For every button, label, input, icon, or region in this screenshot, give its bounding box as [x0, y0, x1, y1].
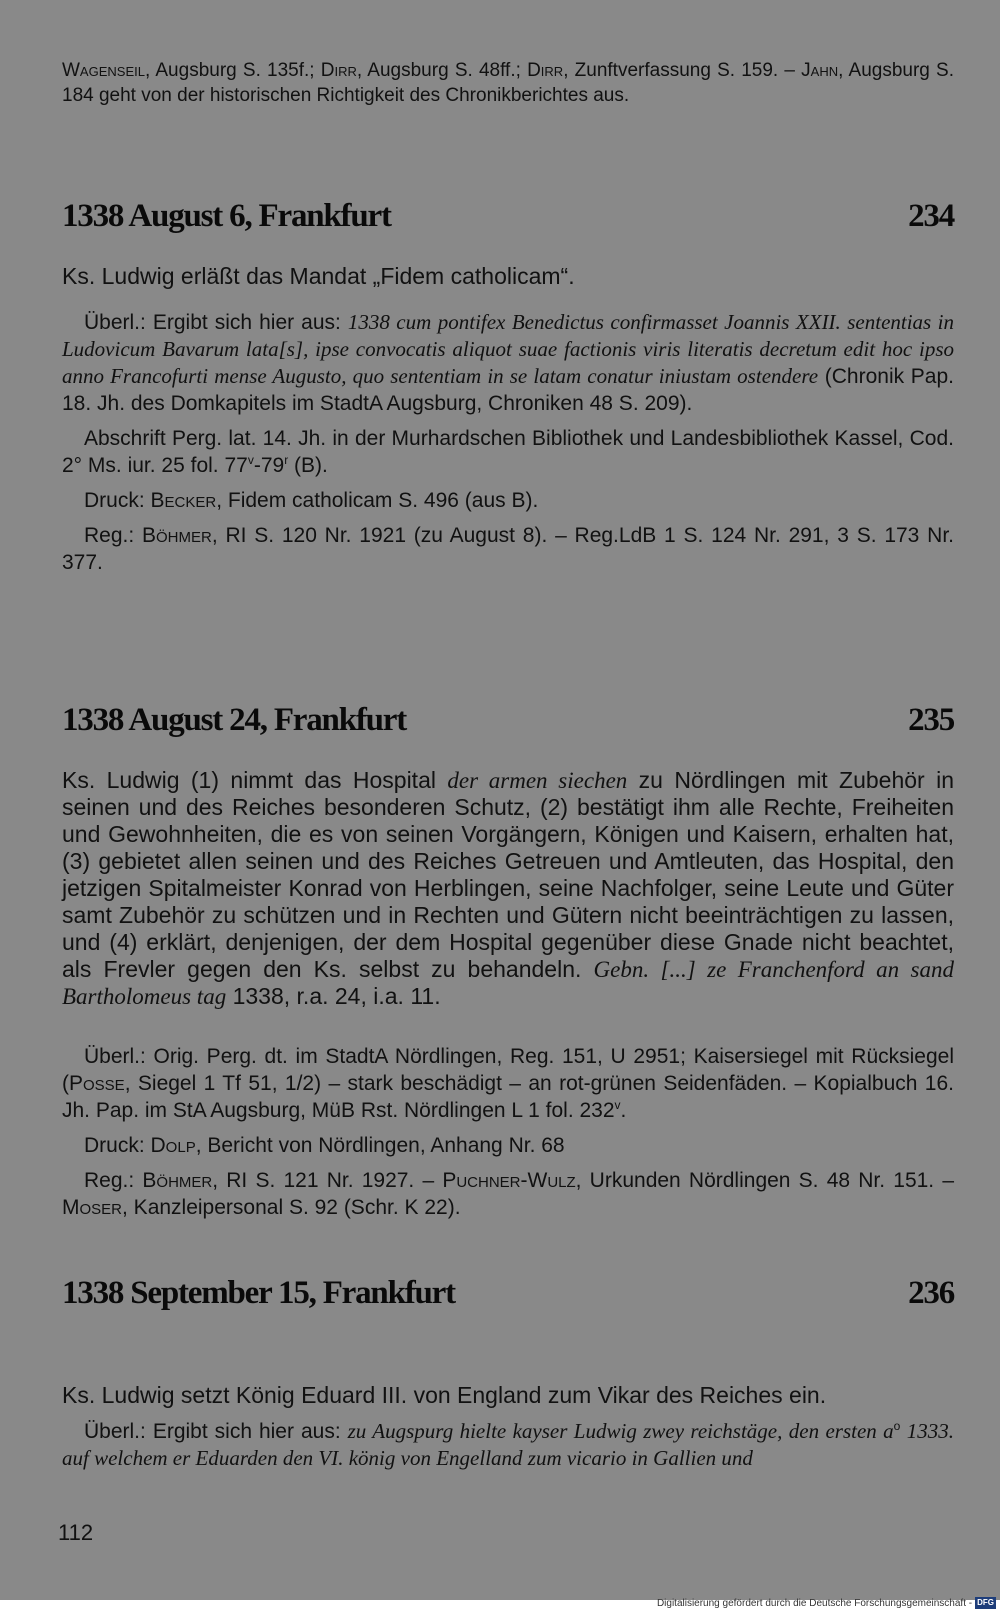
entry-date: 1338 August 6, Frankfurt [62, 198, 391, 234]
entry-summary [62, 263, 954, 290]
entry-notes [62, 1043, 954, 1221]
transmission-paragraph: Überl.: Ergibt sich hier aus: 1338 cum pontifex Benedictus confirmasset Joannis XXII. sententias in Ludovicum Bavarum lata[s], ipse convocatis aliquot suae factionis viris literatis decretum edit hoc ipso anno Francofurti mense Augusto, quo sententiam in se latam conatur iniustam ostendere (Chronik Pap. 18. Jh. des Domkapitels im StadtA Augsburg, Chroniken 48 S. 209). [62, 310, 955, 415]
entry-summary [62, 767, 954, 1010]
entry-heading [62, 1275, 954, 1315]
entry-notes [62, 309, 954, 576]
copy-paragraph: Abschrift Perg. lat. 14. Jh. in der Murhardschen Bibliothek und Landesbibliothek Kassel, Cod. 2° Ms. iur. 25 fol. 77$^v$-79$^r$ (B). [62, 427, 954, 477]
register-paragraph: Reg.: Böhmer, RI S. 121 Nr. 1927. – Puchner-Wulz, Urkunden Nördlingen S. 48 Nr. 151. – Moser, Kanzleipersonal S. 92 (Schr. K 22). [62, 1169, 955, 1219]
entry-number: 234 [908, 198, 954, 234]
entry-notes [62, 1418, 954, 1472]
summary-text: Ks. Ludwig erläßt das Mandat „Fidem catholicam“. [62, 263, 575, 289]
entry-number: 235 [908, 702, 954, 738]
print-paragraph: Druck: Becker, Fidem catholicam S. 496 (aus B). [84, 489, 539, 512]
footer-text: Digitalisierung gefördert durch die Deutsche Forschungsgemeinschaft - [656, 1597, 973, 1609]
entry-heading [62, 702, 954, 742]
transmission-paragraph: Überl.: Orig. Perg. dt. im StadtA Nördlingen, Reg. 151, U 2951; Kaisersiegel mit Rücksiegel (Posse, Siegel 1 Tf 51, 1/2) – stark beschädigt – an rot-grünen Seidenfäden. – Kopialbuch 16. Jh. Pap. im StA Augsburg, MüB Rst. Nördlingen L 1 fol. 232$^v$. [62, 1045, 954, 1122]
entry-summary [62, 1382, 954, 1409]
top-note [62, 58, 954, 108]
footer-credit [657, 1597, 996, 1609]
summary-text: Ks. Ludwig setzt König Eduard III. von England zum Vikar des Reiches ein. [62, 1382, 827, 1408]
top-note-text: Wagenseil, Augsburg S. 135f.; Dirr, Augsburg S. 48ff.; Dirr, Zunftverfassung S. 159. – Jahn, Augsburg S. 184 geht von der historischen Richtigkeit des Chronikberichtes aus. [62, 60, 955, 106]
entry-date: 1338 September 15, Frankfurt [62, 1275, 455, 1311]
print-paragraph: Druck: Dolp, Bericht von Nördlingen, Anhang Nr. 68 [84, 1134, 565, 1157]
entry-date: 1338 August 24, Frankfurt [62, 702, 407, 738]
transmission-paragraph: Überl.: Ergibt sich hier aus: zu Augspurg hielte kayser Ludwig zwey reichstäge, den ersten $a^o$ 1333. auf welchem er Eduarden den VI. könig von Engelland zum vicario in Gallien und [62, 1419, 954, 1470]
dfg-logo-icon: DFG [977, 1598, 994, 1607]
summary-text: Ks. Ludwig (1) nimmt das Hospital der armen siechen zu Nördlingen mit Zubehör in seinen und des Reiches besonderen Schutz, (2) bestätigt ihm alle Rechte, Freiheiten und Gewohnheiten, die es von seinen Vorgängern, Königen und Kaisern, erhalten hat, (3) gebietet allen seinen und des Reiches Getreuen und Amtleuten, das Hospital, den jetzigen Spitalmeister Konrad von Herblingen, seine Nachfolger, seine Leute und Güter samt Zubehör zu schützen und in Rechten und Gütern nicht beeinträchtigen zu lassen, und (4) erklärt, denjenigen, der dem Hospital gegenüber diese Gnade nicht beachtet, als Frevler gegen den Ks. selbst zu behandeln. Gebn. [...] ze Franchenford an sand Bartholomeus tag 1338, r.a. 24, i.a. 11. [62, 767, 955, 1009]
entry-heading [62, 198, 954, 238]
register-paragraph: Reg.: Böhmer, RI S. 120 Nr. 1921 (zu August 8). – Reg.LdB 1 S. 124 Nr. 291, 3 S. 173 Nr. 377. [62, 524, 954, 574]
entry-number: 236 [908, 1275, 954, 1311]
page-number: 112 [58, 1520, 94, 1545]
